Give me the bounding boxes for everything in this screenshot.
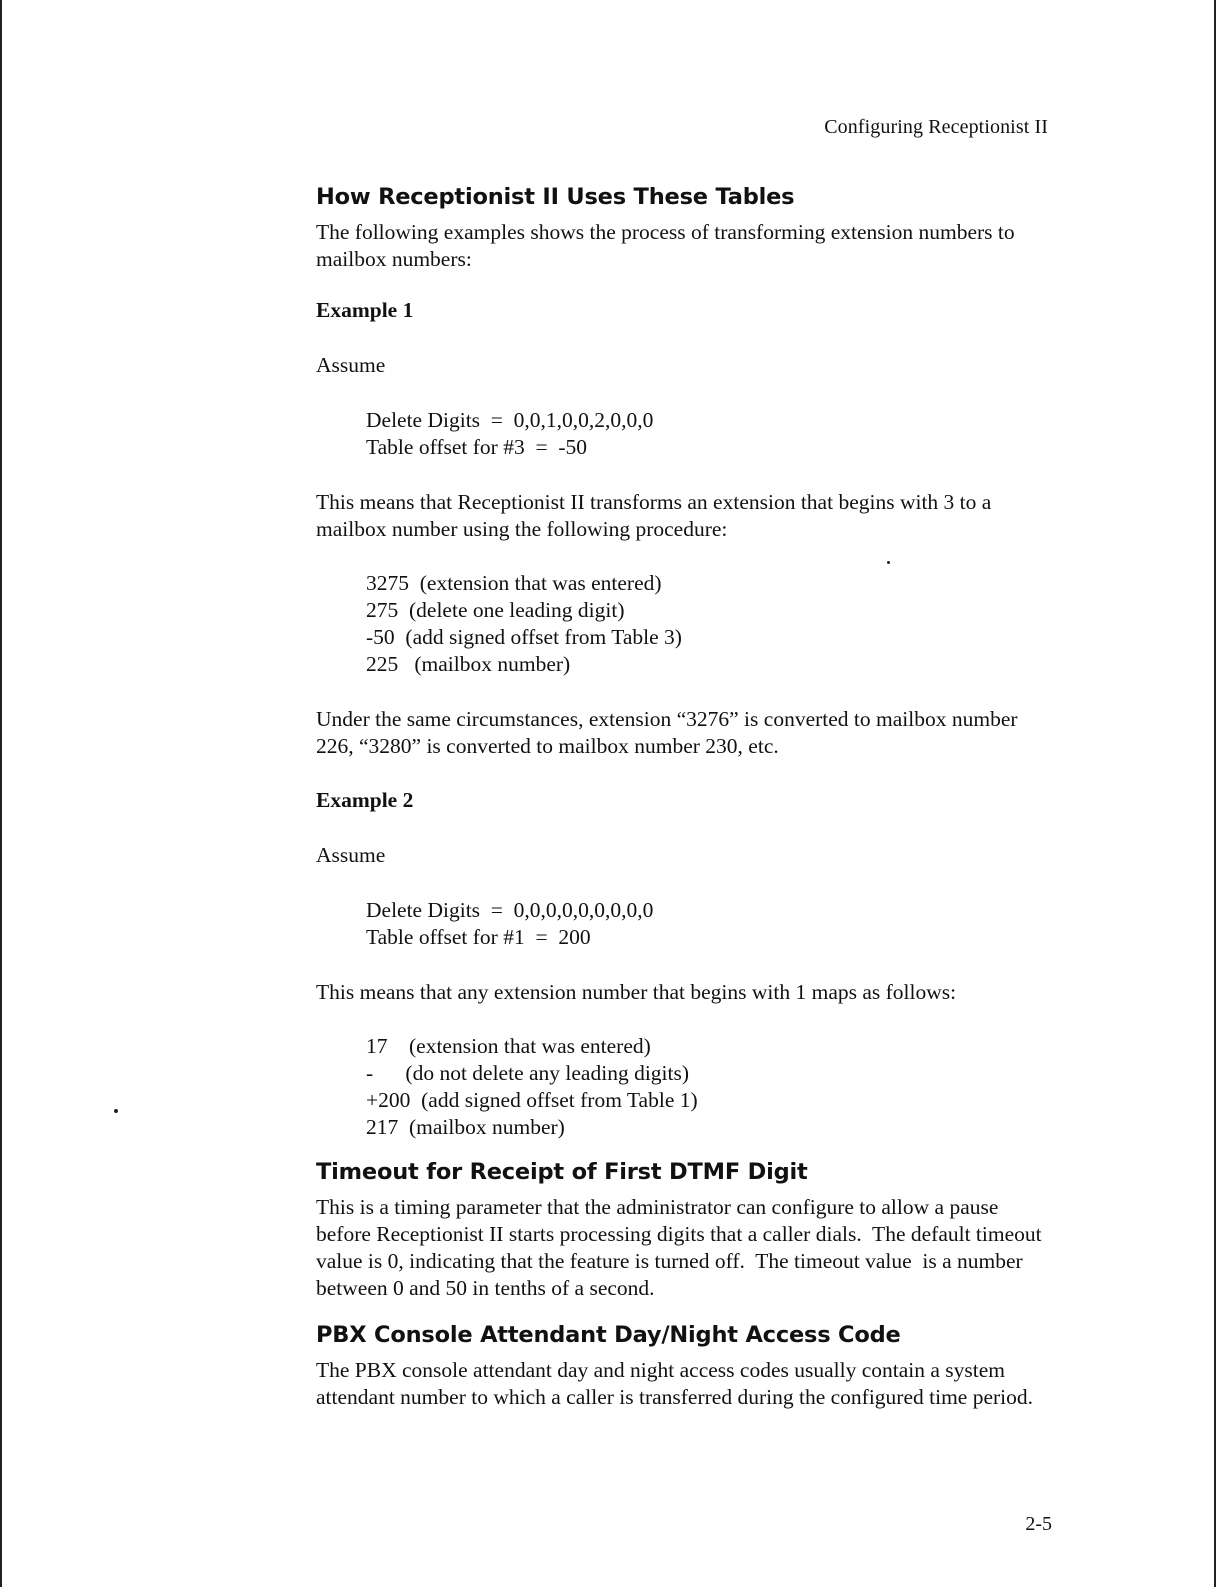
paragraph-line: mailbox numbers: <box>316 247 472 271</box>
paragraph-line: value is 0, indicating that the feature is turned off. The timeout value is a number <box>316 1249 1023 1273</box>
paragraph-line: This means that Receptionist II transforms an extension that begins with 3 to a <box>316 490 992 514</box>
paragraph-line: This is a timing parameter that the administrator can configure to allow a pause <box>316 1195 999 1219</box>
example-1-title: Example 1 <box>316 298 414 322</box>
procedure-step: +200 (add signed offset from Table 1) <box>366 1088 698 1112</box>
procedure-step: 275 (delete one leading digit) <box>366 598 625 622</box>
paragraph-line: 226, “3280” is converted to mailbox number 230, etc. <box>316 734 779 758</box>
procedure-step: 3275 (extension that was entered) <box>366 571 662 595</box>
procedure-step: 17 (extension that was entered) <box>366 1034 651 1058</box>
procedure-step: -50 (add signed offset from Table 3) <box>366 625 682 649</box>
setting-line: Delete Digits = 0,0,1,0,0,2,0,0,0 <box>366 408 654 432</box>
running-header: Configuring Receptionist II <box>824 116 1048 138</box>
assume-label: Assume <box>316 843 386 867</box>
example-2-settings <box>366 897 1056 951</box>
example-2-steps <box>366 1033 1056 1141</box>
page-number: 2-5 <box>1025 1513 1052 1535</box>
procedure-step: 225 (mailbox number) <box>366 652 571 676</box>
paragraph-line: before Receptionist II starts processing digits that a caller dials. The default timeout <box>316 1222 1042 1246</box>
paragraph-line: between 0 and 50 in tenths of a second. <box>316 1276 655 1300</box>
paragraph-line: The PBX console attendant day and night access codes usually contain a system <box>316 1358 1006 1382</box>
scan-speck <box>114 1109 118 1113</box>
paragraph-line: mailbox number using the following procedure: <box>316 517 728 541</box>
example-1-settings <box>366 407 1056 461</box>
setting-line: Table offset for #3 = -50 <box>366 435 587 459</box>
setting-line: Table offset for #1 = 200 <box>366 925 591 949</box>
example-1-steps <box>366 570 1056 678</box>
paragraph-line: Under the same circumstances, extension “3276” is converted to mailbox number <box>316 707 1018 731</box>
paragraph-line: This means that any extension number that begins with 1 maps as follows: <box>316 980 957 1004</box>
scan-speck <box>887 561 890 564</box>
page-left-border <box>0 0 2 1587</box>
section-heading-timeout: Timeout for Receipt of First DTMF Digit <box>316 1159 808 1185</box>
page-right-border <box>1214 0 1216 1587</box>
paragraph-line: attendant number to which a caller is transferred during the configured time period. <box>316 1385 1034 1409</box>
page-content <box>316 184 1056 1411</box>
assume-label: Assume <box>316 353 386 377</box>
example-2-title: Example 2 <box>316 788 414 812</box>
setting-line: Delete Digits = 0,0,0,0,0,0,0,0,0 <box>366 898 654 922</box>
procedure-step: 217 (mailbox number) <box>366 1115 565 1139</box>
paragraph-line: The following examples shows the process of transforming extension numbers to <box>316 220 1015 244</box>
section-heading-tables: How Receptionist II Uses These Tables <box>316 184 795 210</box>
procedure-step: - (do not delete any leading digits) <box>366 1061 690 1085</box>
section-heading-pbx: PBX Console Attendant Day/Night Access Code <box>316 1322 901 1348</box>
